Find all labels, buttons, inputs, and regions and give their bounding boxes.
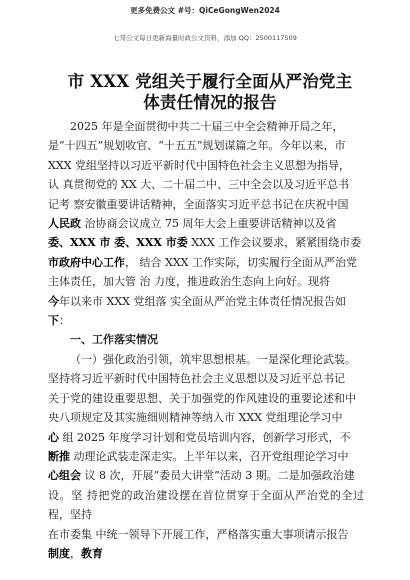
bold-text: 今 (48, 294, 59, 308)
intro-line: XXX 党组坚持以习近平新时代中国特色社会主义思想为指导， (48, 158, 350, 172)
document-body (48, 117, 364, 563)
paragraph-line: 坚持将习近平新时代中国特色社会主义思想以及习近平总书记 (48, 372, 345, 386)
intro-line: 是“十四五”规划收官、“十五五”规划谋篇之年。今年以来，市 (48, 139, 346, 153)
bold-text: 心组会 (48, 469, 81, 483)
paragraph-line (48, 544, 364, 563)
bold-text: 断推 (48, 449, 70, 463)
paragraph-line: 关于党的建设重要思想、关于加强党的作风建设的重要论述和中 (48, 391, 356, 405)
intro-line (48, 292, 364, 311)
bold-text: 心 (48, 430, 59, 444)
bold-text: 市政府中心工作 (48, 255, 125, 269)
paragraph-line: 设。坚 持把党的政治建设摆在首位贯穿于全面从严治党的全过程，坚持 (48, 488, 364, 522)
intro-line (48, 214, 364, 233)
header-update-note: 七哥公文每日更新海量时政公文资料，添加 QQ：2500117509 (113, 34, 297, 42)
body-text: ： (59, 314, 70, 328)
intro-line: 记考 察安徽重要讲话精神，全面落实习近平总书记在庆祝中国 (48, 197, 349, 211)
bold-text: 委、XXX 市 委、XXX 市委 (48, 236, 188, 250)
intro-line (48, 233, 364, 252)
page-title: 市 XXX 党组关于履行全面从严治党主体责任情况的报告 (67, 72, 353, 112)
paragraph-line (48, 447, 364, 466)
bold-text: 下 (48, 314, 59, 328)
intro-line: 认 真贯彻党的 XX 大、二十届二中、三中全会以及习近平总书 (48, 178, 350, 192)
body-text: 组 2025 年度学习计划和党员培训内容，创新学习形式，不 (59, 430, 351, 444)
bold-text: 教育 (81, 546, 103, 560)
section-heading: 一、工作落实情况 (70, 333, 158, 347)
intro-line (48, 253, 364, 272)
body-text: 动理论武装走深走实。上半年以来，召开党组理论学习中 (70, 449, 349, 463)
intro-line (48, 311, 364, 330)
bold-text: 制度 (48, 546, 70, 560)
paragraph-lead: （一）强化政治引领，筑牢思想根基。一是深化理论武装。 (70, 352, 356, 366)
paragraph-line (48, 428, 364, 447)
body-text: 议 8 次，开展“委员大讲堂”活动 3 期。二是加强政治建 (81, 469, 355, 483)
header-source-note: 更多免费公文 #号：QiCeGongWen2024 (130, 6, 280, 15)
intro-line: 主体责任，加大管 治 力度，推进政治生态向上向好。现将 (48, 275, 330, 289)
paragraph-line (48, 466, 364, 485)
paragraph-line: 央八项规定及其实施细则精神等纳入市 XXX 党组理论学习中 (48, 411, 343, 425)
bold-text: 人民政 (48, 217, 81, 231)
body-text: ， 结合 XXX 工作实际，切实履行全面从严治党 (125, 255, 357, 269)
intro-line: 2025 年是全面贯彻中共二十届三中全会精神开局之年， (70, 120, 344, 133)
body-text: ， (70, 546, 81, 560)
body-text: XXX 工作会议要求，紧紧围绕市委 (187, 236, 362, 250)
body-text: 治协商会议成立 75 周年大会上重要讲话精神以及省 (81, 217, 337, 231)
paragraph-line: 在市委集 中统一领导下开展工作，严格落实重大事项请示报告 (48, 527, 349, 541)
body-text: 年以来市 XXX 党组落 实全面从严治党主体责任情况报告如 (59, 294, 346, 308)
